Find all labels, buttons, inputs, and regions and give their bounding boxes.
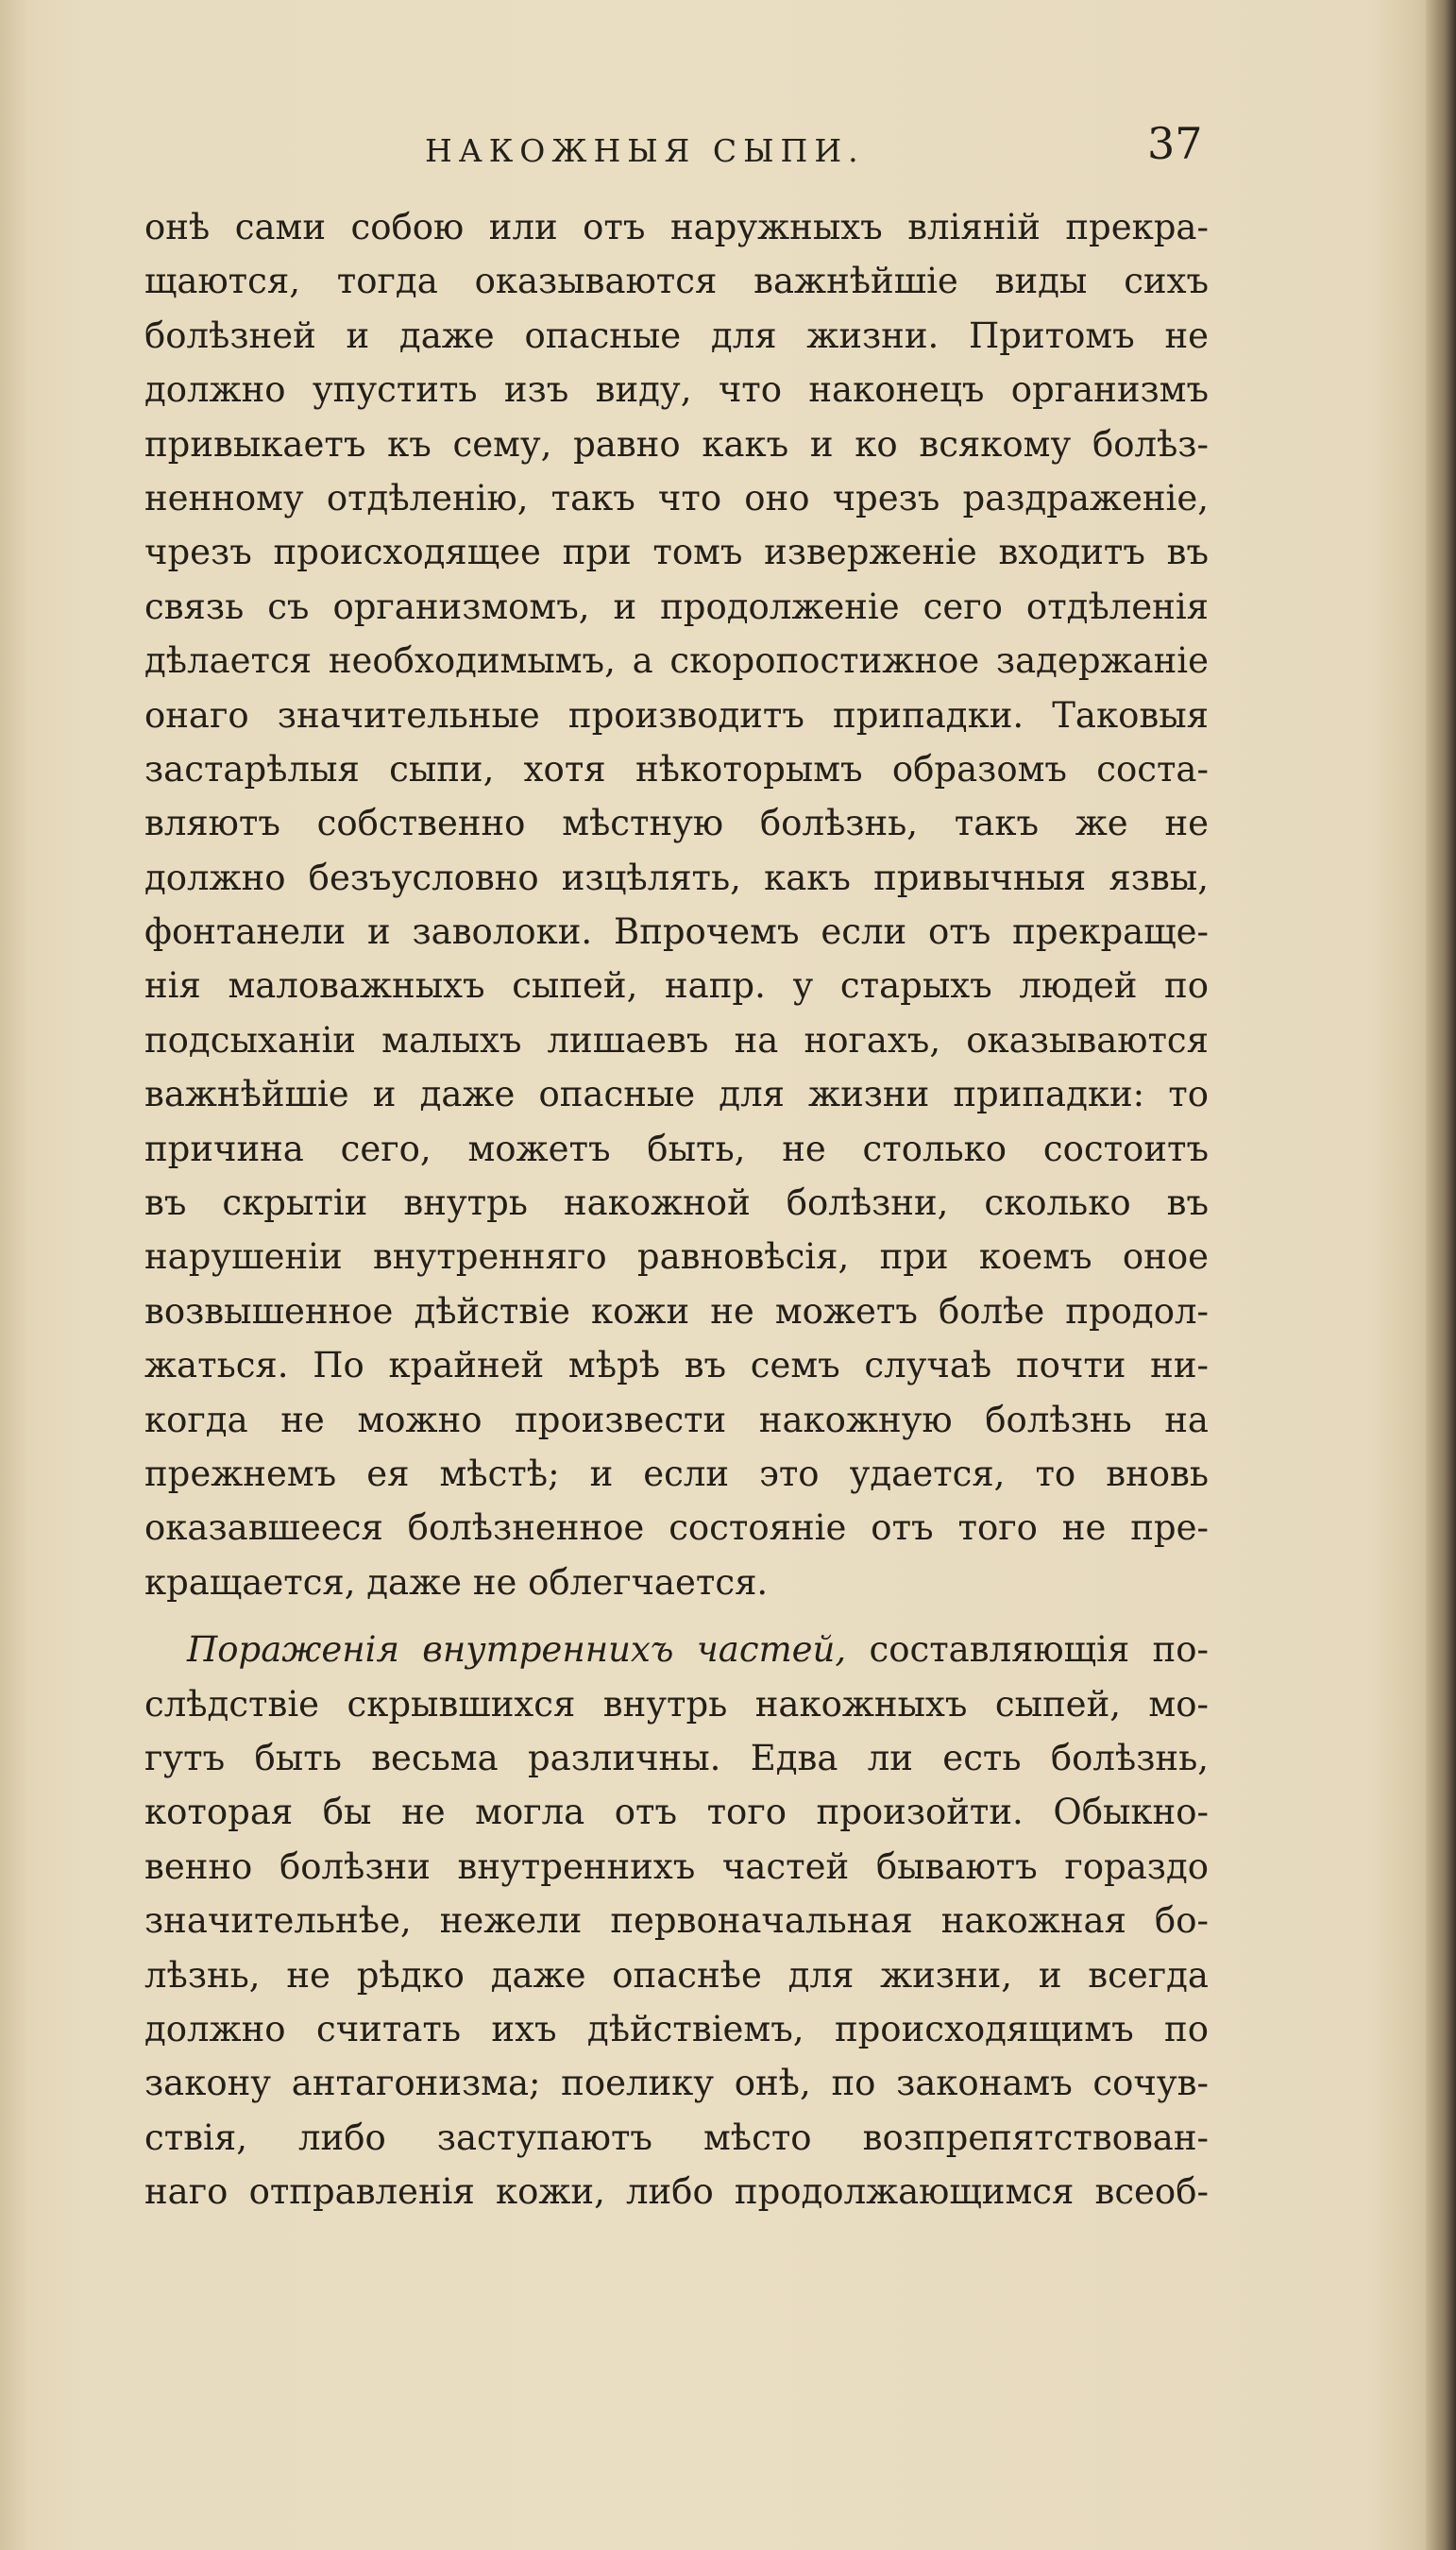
text-line: вляютъ собственно мѣстную болѣзнь, такъ же не: [144, 803, 1209, 844]
text-line: щаются, тогда оказываются важнѣйшiе виды сихъ: [144, 261, 1209, 302]
text-line: болѣзней и даже опасные для жизни. Притомъ не: [144, 314, 1209, 356]
text-line: должно считать ихъ дѣйствiемъ, происходящимъ по: [144, 2008, 1209, 2049]
text-line: причина сего, можетъ быть, не столько состоитъ: [144, 1128, 1209, 1169]
body-text: [144, 200, 1209, 2218]
text-line: фонтанели и заволоки. Впрочемъ если отъ прекраще-: [144, 911, 1209, 953]
text-line-rest: составляющiя по-: [846, 1629, 1209, 1671]
paragraph-2: [144, 1623, 1209, 2218]
text-line: застарѣлыя сыпи, хотя нѣкоторымъ образомъ соста-: [144, 748, 1209, 790]
text-line: должно упустить изъ виду, что наконецъ организмъ: [144, 369, 1209, 411]
text-line: ствiя, либо заступаютъ мѣсто возпрепятствован-: [144, 2116, 1209, 2158]
text-line: [144, 1623, 1209, 1676]
text-line: возвышенное дѣйствiе кожи не можетъ болѣе продол-: [144, 1290, 1209, 1332]
text-line: онаго значительные производитъ припадки. Таковыя: [144, 694, 1209, 736]
text-line: нiя маловажныхъ сыпей, напр. у старыхъ людей по: [144, 965, 1209, 1007]
text-line: привыкаетъ къ сему, равно какъ и ко всякому болѣз-: [144, 423, 1209, 465]
page-number: 37: [1147, 118, 1203, 169]
running-head: НАКОЖНЫЯ СЫПИ.: [425, 132, 865, 169]
text-line: онѣ сами собою или отъ наружныхъ влiянiй прекра-: [144, 207, 1209, 247]
text-line: важнѣйшiе и даже опасные для жизни припадки: то: [144, 1074, 1209, 1115]
text-line: жаться. По крайней мѣрѣ въ семъ случаѣ почти ни-: [144, 1345, 1209, 1386]
text-line: дѣлается необходимымъ, а скоропостижное задержанiе: [144, 640, 1209, 682]
text-line: которая бы не могла отъ того произойти. Обыкно-: [144, 1792, 1209, 1833]
paragraph-gap: [144, 1609, 1209, 1623]
text-line: прежнемъ ея мѣстѣ; и если это удается, то вновь: [144, 1453, 1209, 1494]
text-line: кращается, даже не облегчается.: [144, 1561, 769, 1603]
text-line: наго отправленiя кожи, либо продолжающимся всеоб-: [144, 2171, 1209, 2213]
text-line: въ скрытiи внутрь накожной болѣзни, сколько въ: [144, 1182, 1209, 1224]
text-line: подсыханiи малыхъ лишаевъ на ногахъ, оказываются: [144, 1019, 1209, 1061]
text-line: оказавшееся болѣзненное состоянiе отъ того не пре-: [144, 1507, 1209, 1549]
text-line: значительнѣе, нежели первоначальная накожная бо-: [144, 1900, 1209, 1942]
text-line: должно безъусловно изцѣлять, какъ привычныя язвы,: [144, 857, 1209, 898]
text-line: когда не можно произвести накожную болѣзнь на: [144, 1399, 1209, 1440]
text-line: нарушенiи внутренняго равновѣсiя, при коемъ оное: [144, 1236, 1209, 1278]
text-line: связь съ организмомъ, и продолженiе сего отдѣленiя: [144, 586, 1209, 627]
text-line: слѣдствiе скрывшихся внутрь накожныхъ сыпей, мо-: [144, 1683, 1209, 1725]
text-line: закону антагонизма; поелику онѣ, по законамъ сочув-: [144, 2063, 1209, 2104]
text-line: венно болѣзни внутреннихъ частей бываютъ гораздо: [144, 1845, 1209, 1887]
text-line: ненному отдѣленiю, такъ что оно чрезъ раздраженiе,: [144, 477, 1209, 518]
paragraph-1: [144, 200, 1209, 1609]
text-line: гутъ быть весьма различны. Едва ли есть болѣзнь,: [144, 1737, 1209, 1778]
text-line: лѣзнь, не рѣдко даже опаснѣе для жизни, и всегда: [144, 1954, 1209, 1996]
italic-lead: Пораженiя внутреннихъ частей,: [187, 1629, 847, 1671]
text-line: чрезъ происходящее при томъ изверженiе входитъ въ: [144, 532, 1209, 573]
